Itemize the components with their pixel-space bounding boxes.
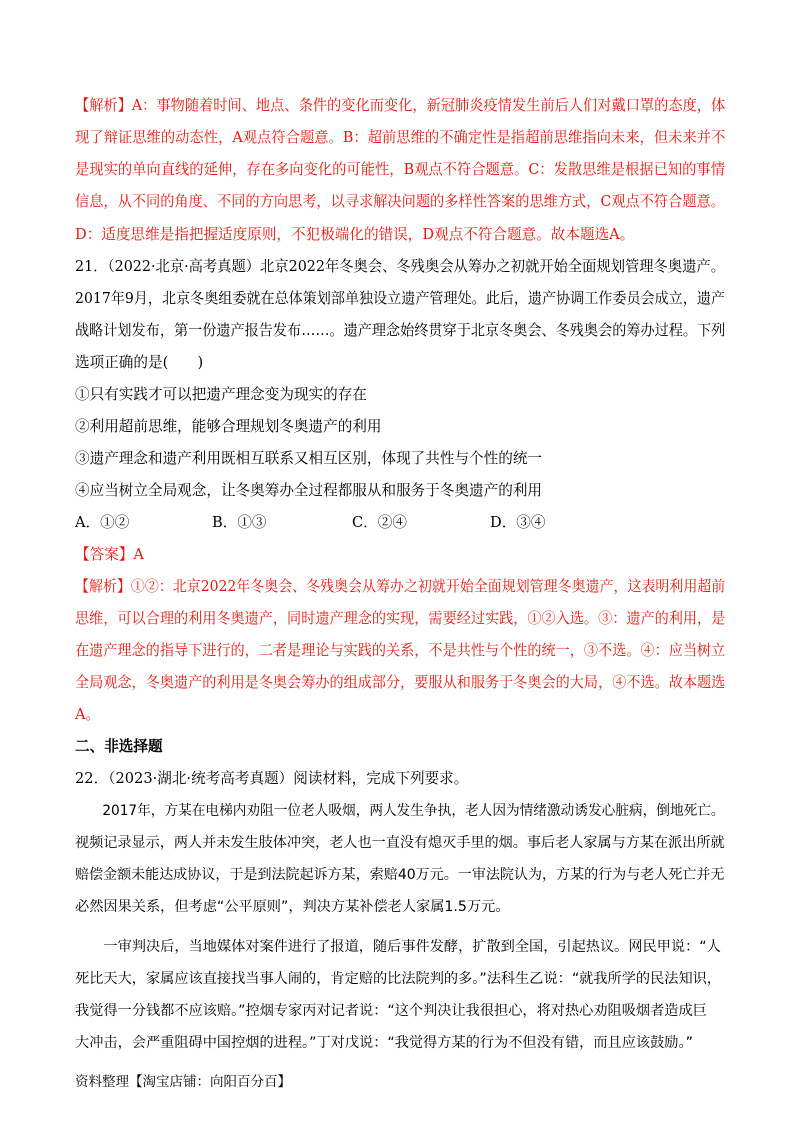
q21-analysis-line-2: 思维，可以合理的利用冬奥遗产，同时遗产理念的实现，需要经过实践，①②入选。③：遗产的利用，是 (75, 610, 726, 627)
q21-stem-line-2: 2017年9月，北京冬奥组委就在总体策划部单独设立遗产管理处。此后，遗产协调工作委员会成立，遗产 (75, 290, 725, 307)
analysis-20-line-4: 信息，从不同的角度、不同的方向思考，以寻求解决问题的多样性答案的思维方式，C观点不符合题意。 (75, 193, 725, 210)
page-footer: 资料整理【淘宝店铺：向阳百分百】 (75, 1074, 291, 1090)
q22-material-line-1: 2017年，方某在电梯内劝阻一位老人吸烟，两人发生争执，老人因为情绪激动诱发心脏病，倒地死亡。 (75, 803, 725, 819)
q22-material-line-5: 一审判决后，当地媒体对案件进行了报道，随后事件发酵，扩散到全国，引起热议。网民甲说：“人 (75, 939, 721, 955)
q21-analysis-line-3: 在遗产理念的指导下进行的，二者是理论与实践的关系，不是共性与个性的统一，③不选。④：应当树立 (75, 642, 726, 659)
q21-analysis-line-4: 全局观念，冬奥遗产的利用是冬奥会筹办的组成部分，要服从和服务于冬奥会的大局，④不选。故本题选 (75, 674, 726, 691)
q22-material-line-7: 我觉得一分钱都不应该赔。”控烟专家丙对记者说：“这个判决让我很担心，将对热心劝阻吸烟者造成巨 (75, 1003, 707, 1019)
analysis-20-line-3: 是现实的单向直线的延伸，存在多向变化的可能性，B观点不符合题意。C：发散思维是根据已知的事情 (75, 161, 726, 178)
q21-option-d: D．③④ (490, 514, 546, 531)
q22-stem: 22．（2023·湖北·统考高考真题）阅读材料，完成下列要求。 (75, 770, 469, 787)
analysis-20-line-5: D：适度思维是指把握适度原则，不犯极端化的错误，D观点不符合题意。故本题选A。 (75, 226, 635, 243)
q21-stem-line-3: 战略计划发布，第一份遗产报告发布……。遗产理念始终贯穿于北京冬奥会、冬残奥会的筹办过程。下列 (75, 322, 726, 339)
q22-material-line-3: 赔偿金额未能达成协议，于是到法院起诉方某，索赔40万元。一审法院认为，方某的行为与老人死亡并无 (75, 867, 725, 883)
q21-statement-2: ②利用超前思维，能够合理规划冬奥遗产的利用 (75, 418, 382, 435)
q22-material-line-8: 大冲击，会严重阻碍中国控烟的进程。”丁对戊说：“我觉得方某的行为不但没有错，而且应该鼓励。” (75, 1035, 693, 1051)
q21-stem-line-1: 21．（2022·北京·高考真题）北京2022年冬奥会、冬残奥会从筹办之初就开始全面规划管理冬奥遗产。 (75, 258, 725, 275)
analysis-20-line-2: 现了辩证思维的动态性，A观点符合题意。B：超前思维的不确定性是指超前思维指向未来，但未来并不 (75, 129, 726, 146)
section-heading: 二、非选择题 (75, 738, 163, 755)
q21-option-b: B．①③ (212, 514, 267, 531)
q21-option-c: C．②④ (352, 514, 407, 531)
q21-analysis-line-5: A。 (75, 706, 101, 723)
q21-statement-4: ④应当树立全局观念，让冬奥筹办全过程都服从和服务于冬奥遗产的利用 (75, 482, 543, 499)
q22-material-line-4: 必然因果关系，但考虑“公平原则”，判决方某补偿老人家属1.5万元。 (75, 899, 510, 915)
analysis-20-line-1: 【解析】A：事物随着时间、地点、条件的变化而变化，新冠肺炎疫情发生前后人们对戴口罩的态度，体 (75, 97, 726, 114)
q21-option-a: A．①② (75, 514, 130, 531)
q21-answer: 【答案】A (75, 546, 144, 563)
q22-material-line-2: 视频记录显示，两人并未发生肢体冲突，老人也一直没有熄灭手里的烟。事后老人家属与方某在派出所就 (75, 835, 725, 851)
q21-stem-line-4: 选项正确的是( ) (75, 354, 204, 371)
q21-statement-3: ③遗产理念和遗产利用既相互联系又相互区别，体现了共性与个性的统一 (75, 450, 543, 467)
q22-material-line-6: 死比天大，家属应该直接找当事人闹的，肯定赔的比法院判的多。”法科生乙说：“就我所学的民法知识， (75, 971, 722, 987)
q21-analysis-line-1: 【解析】①②：北京2022年冬奥会、冬残奥会从筹办之初就开始全面规划管理冬奥遗产，这表明利用超前 (75, 578, 726, 595)
q21-statement-1: ①只有实践才可以把遗产理念变为现实的存在 (75, 386, 367, 403)
